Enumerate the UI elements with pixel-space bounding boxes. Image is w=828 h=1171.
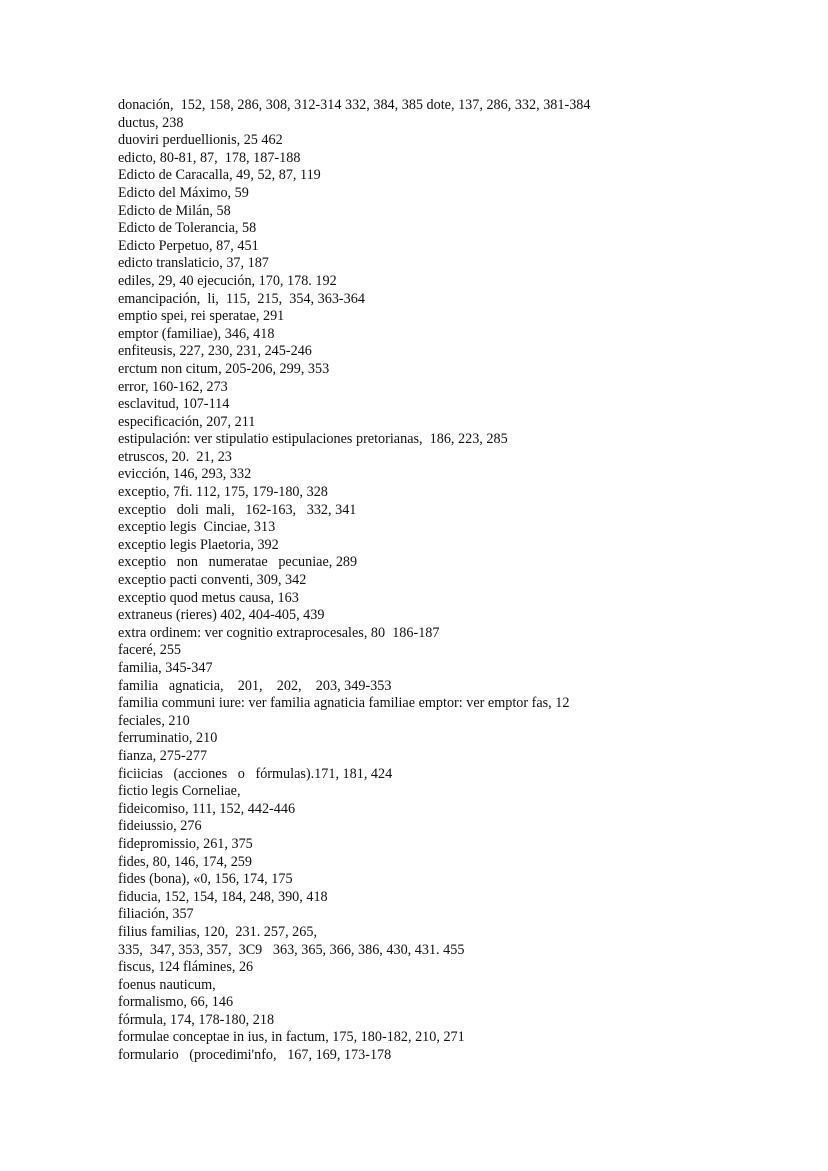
index-entry: emptor (familiae), 346, 418 xyxy=(118,325,275,342)
index-entry: exceptio quod metus causa, 163 xyxy=(118,589,299,606)
index-entry: filiación, 357 xyxy=(118,906,194,923)
index-entry: emptio spei, rei speratae, 291 xyxy=(118,308,285,325)
index-entry: extra ordinem: ver cognitio extraprocesales, 80 186-187 xyxy=(118,624,440,641)
index-entry: edicto, 80-81, 87, 178, 187-188 xyxy=(118,149,301,166)
index-entry: fiscus, 124 flámines, 26 xyxy=(118,959,254,976)
index-entry: feciales, 210 xyxy=(118,712,190,729)
index-entry: ediles, 29, 40 ejecución, 170, 178. 192 xyxy=(118,272,337,289)
index-entry: exceptio non numeratae pecuniae, 289 xyxy=(118,554,358,571)
index-entry: fides (bona), «0, 156, 174, 175 xyxy=(118,871,293,888)
index-entry: fiducia, 152, 154, 184, 248, 390, 418 xyxy=(118,888,328,905)
index-entry: fórmula, 174, 178-180, 218 xyxy=(118,1011,275,1028)
index-entry: etruscos, 20. 21, 23 xyxy=(118,448,232,465)
index-entry: formulae conceptae in ius, in factum, 175, 180-182, 210, 271 xyxy=(118,1029,465,1046)
index-entry: enfiteusis, 227, 230, 231, 245-246 xyxy=(118,343,312,360)
index-entry: donación, 152, 158, 286, 308, 312-314 332, 384, 385 dote, 137, 286, 332, 381-384 xyxy=(118,97,591,113)
index-entry: edicto translaticio, 37, 187 xyxy=(118,255,269,272)
index-entry: ferruminatio, 210 xyxy=(118,730,218,747)
index-entry: familia, 345-347 xyxy=(118,660,213,676)
index-entry: faceré, 255 xyxy=(118,642,182,659)
index-entry: fidepromissio, 261, 375 xyxy=(118,835,253,852)
index-entry: Edicto de Milán, 58 xyxy=(118,202,231,219)
index-entries xyxy=(118,97,798,1065)
index-entry: fides, 80, 146, 174, 259 xyxy=(118,853,252,870)
index-entry: foenus nauticum, xyxy=(118,976,216,993)
index-entry: exceptio doli mali, 162-163, 332, 341 xyxy=(118,501,357,518)
index-entry: extraneus (rieres) 402, 404-405, 439 xyxy=(118,607,325,624)
index-entry: Edicto de Tolerancia, 58 xyxy=(118,220,257,237)
index-entry: estipulación: ver stipulatio estipulaciones pretorianas, 186, 223, 285 xyxy=(118,431,508,448)
index-entry: fianza, 275-277 xyxy=(118,747,208,764)
index-entry: Edicto de Caracalla, 49, 52, 87, 119 xyxy=(118,167,321,184)
index-entry: familia agnaticia, 201, 202, 203, 349-353 xyxy=(118,677,392,694)
index-entry: fideiussio, 276 xyxy=(118,818,202,835)
index-entry: emancipación, li, 115, 215, 354, 363-364 xyxy=(118,290,365,307)
index-entry: evicción, 146, 293, 332 xyxy=(118,466,252,483)
index-entry: exceptio pacti conventi, 309, 342 xyxy=(118,572,307,589)
index-entry: formalismo, 66, 146 xyxy=(118,994,234,1011)
index-entry: exceptio legis Plaetoria, 392 xyxy=(118,536,279,553)
index-entry: ficiicias (acciones o fórmulas).171, 181, 424 xyxy=(118,765,393,782)
index-entry: error, 160-162, 273 xyxy=(118,378,228,395)
index-entry: familia communi iure: ver familia agnaticia familiae emptor: ver emptor fas, 12 xyxy=(118,695,570,712)
index-entry: formulario (procedimi'nfo, 167, 169, 173-178 xyxy=(118,1047,392,1064)
index-entry: Edicto del Máximo, 59 xyxy=(118,184,249,201)
index-entry: 335, 347, 353, 357, 3C9 363, 365, 366, 386, 430, 431. 455 xyxy=(118,941,465,958)
index-entry: exceptio, 7fi. 112, 175, 179-180, 328 xyxy=(118,484,328,501)
index-entry: exceptio legis Cinciae, 313 xyxy=(118,519,276,536)
index-entry: duoviri perduellionis, 25 462 xyxy=(118,132,283,149)
index-entry: ductus, 238 xyxy=(118,114,184,131)
index-entry: fictio legis Corneliae, xyxy=(118,783,241,800)
index-entry: erctum non citum, 205-206, 299, 353 xyxy=(118,360,330,377)
index-entry: especificación, 207, 211 xyxy=(118,413,256,430)
index-entry: fideicomiso, 111, 152, 442-446 xyxy=(118,800,296,817)
index-entry: esclavitud, 107-114 xyxy=(118,396,230,413)
index-entry: Edicto Perpetuo, 87, 451 xyxy=(118,237,259,254)
index-entry: filius familias, 120, 231. 257, 265, xyxy=(118,923,318,940)
